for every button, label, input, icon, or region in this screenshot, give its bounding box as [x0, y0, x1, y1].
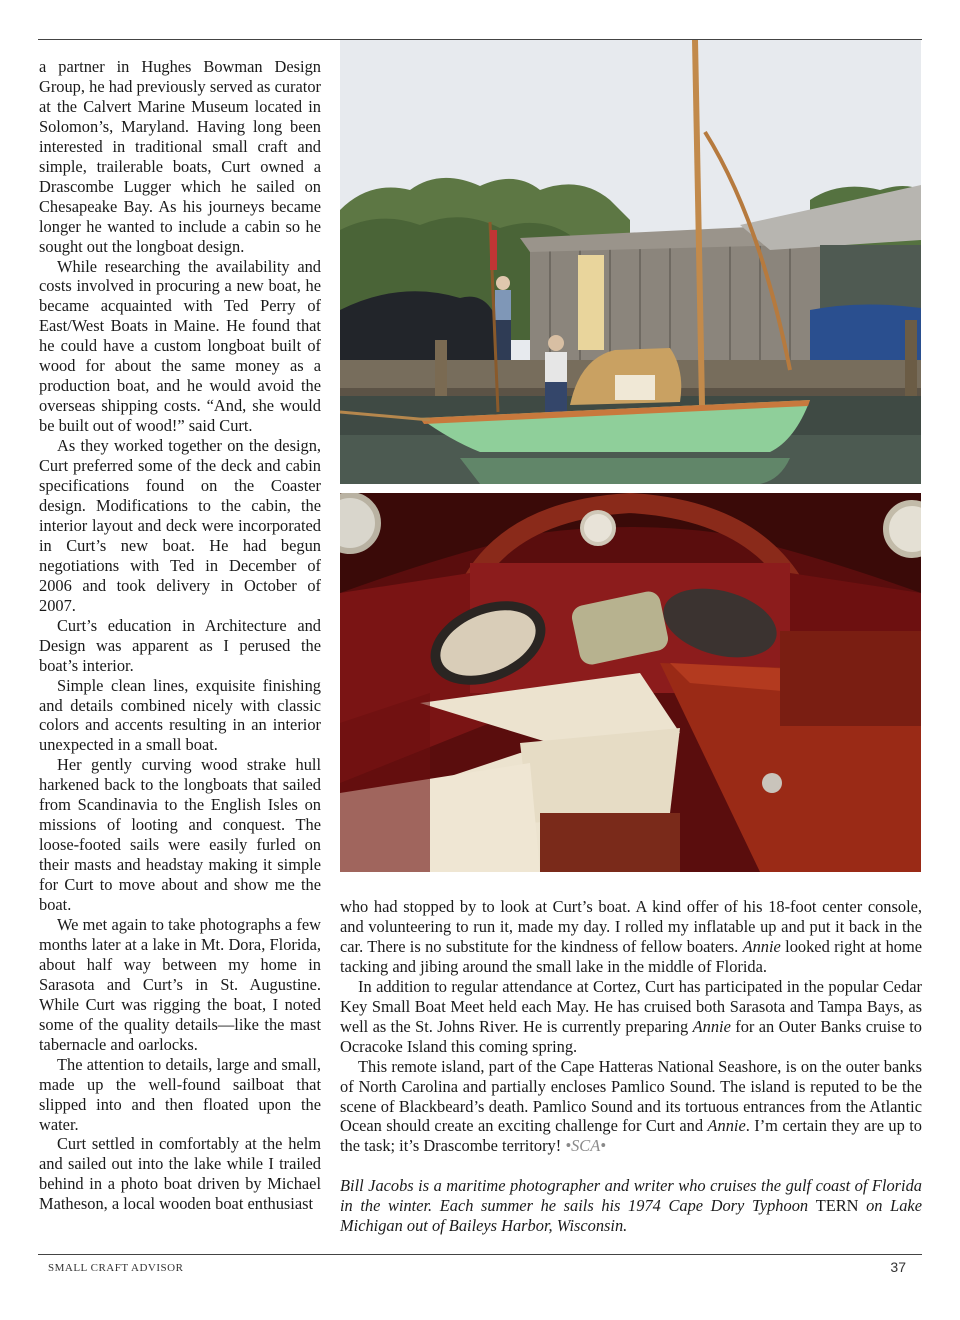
- bio-text: on Lake Michigan out of Baileys Harbor, Wisconsin.: [340, 1196, 922, 1236]
- bottom-rule: [38, 1254, 922, 1255]
- article-paragraph: [340, 977, 922, 1057]
- article-paragraph: As they worked together on the design, Curt preferred some of the deck and cabin specifications found on the Coaster design. Modifications to the cabin, the interior layout and deck were incorporated in Curt’s new boat. He had begun negotiations with Ted in December of 2006 and took delivery in October of 2007.: [39, 436, 321, 615]
- bio-boat-name: TERN: [815, 1196, 859, 1216]
- bio-text: Bill Jacobs is a maritime photographer and writer who cruises the gulf coast of Florida in the winter. Each summer he sails his 1974 Cape Dory Typhoon: [340, 1176, 922, 1216]
- article-paragraph: Simple clean lines, exquisite finishing and details combined nicely with classic colors and accents resulting in an interior unexpected in a small boat.: [39, 675, 321, 755]
- end-mark: •SCA•: [565, 1136, 606, 1156]
- article-paragraph: [340, 1057, 922, 1157]
- article-right-column: [340, 897, 922, 1236]
- article-paragraph: Curt’s education in Architecture and Design was apparent as I perused the boat’s interior.: [39, 615, 321, 675]
- sailboat-dock-photo: [340, 40, 921, 484]
- paragraph-text: In addition to regular attendance at Cortez, Curt has participated in the popular Cedar Key Small Boat Meet held each May. He has cruised both Sarasota and Tampa Bays, as well as the St. Johns River. He is currently preparing: [340, 976, 922, 1036]
- paragraph-text: This remote island, part of the Cape Hatteras National Seashore, is on the outer banks of North Carolina and partially encloses Pamlico Sound. The island is reputed to be the scene of Blackbeard’s death. Pamlico Sound and its tortuous entrances from the Atlantic Ocean should create an exciting challenge for Curt and: [340, 1056, 922, 1136]
- article-paragraph: While researching the availability and costs involved in procuring a new boat, he became acquainted with Ted Perry of East/West Boats in Maine. He found that he could have a custom longboat built of wood for about the same money as a production boat, and he would avoid the overseas shipping costs. “And, she would be built out of wood!” said Curt.: [39, 256, 321, 436]
- paragraph-text: for an Outer Banks cruise to Ocracoke Island this coming spring.: [340, 1016, 922, 1056]
- article-paragraph: We met again to take photographs a few months later at a lake in Mt. Dora, Florida, about half way between my home in Sarasota and Curt’s in St. Augustine. While Curt was rigging the boat, I noted some of the quality details—like the mast tabernacle and oarlocks.: [39, 914, 321, 1054]
- article-paragraph: Curt settled in comfortably at the helm and sailed out into the lake while I trailed behind in a photo boat driven by Michael Matheson, a local wooden boat enthusiast: [39, 1134, 321, 1214]
- article-paragraph: a partner in Hughes Bowman Design Group, he had previously served as curator at the Calvert Marine Museum located in Solomon’s, Maryland. Having long been interested in traditional small craft and simple, trailerable boats, Curt owned a Drascombe Lugger which he sailed on Chesapeake Bay. As his journeys became longer he wanted to include a cabin so he sought out the longboat design.: [39, 57, 321, 256]
- paragraph-text: . I’m certain they are up to the task; it’s Drascombe territory!: [340, 1116, 922, 1156]
- cabin-interior-photo: [340, 493, 921, 872]
- page-number: 37: [890, 1259, 906, 1275]
- article-paragraph: The attention to details, large and small, made up the well-found sailboat that slipped into and then floated upon the water.: [39, 1054, 321, 1134]
- paragraph-text: looked right at home tacking and jibing around the small lake in the middle of Florida.: [340, 936, 923, 976]
- article-paragraph: Her gently curving wood strake hull harkened back to the longboats that sailed from Scandinavia to the English Isles on missions of looting and conquest. The loose-footed sails were easily furled on their masts and headstay making it simple for Curt to move about and show me the boat.: [39, 755, 321, 915]
- boat-name: Annie: [692, 1016, 731, 1036]
- article-left-column: [39, 57, 321, 1214]
- publication-name: SMALL CRAFT ADVISOR: [48, 1262, 184, 1274]
- article-paragraph: [340, 897, 922, 977]
- author-bio: [340, 1176, 922, 1236]
- boat-name: Annie: [742, 936, 781, 956]
- paragraph-text: who had stopped by to look at Curt’s boat. A kind offer of his 18-foot center console, and volunteering to run it, made my day. I rolled my inflatable up and put it back in the car. There is no substitute for the kindness of fellow boaters.: [340, 897, 922, 956]
- boat-name: Annie: [707, 1116, 746, 1136]
